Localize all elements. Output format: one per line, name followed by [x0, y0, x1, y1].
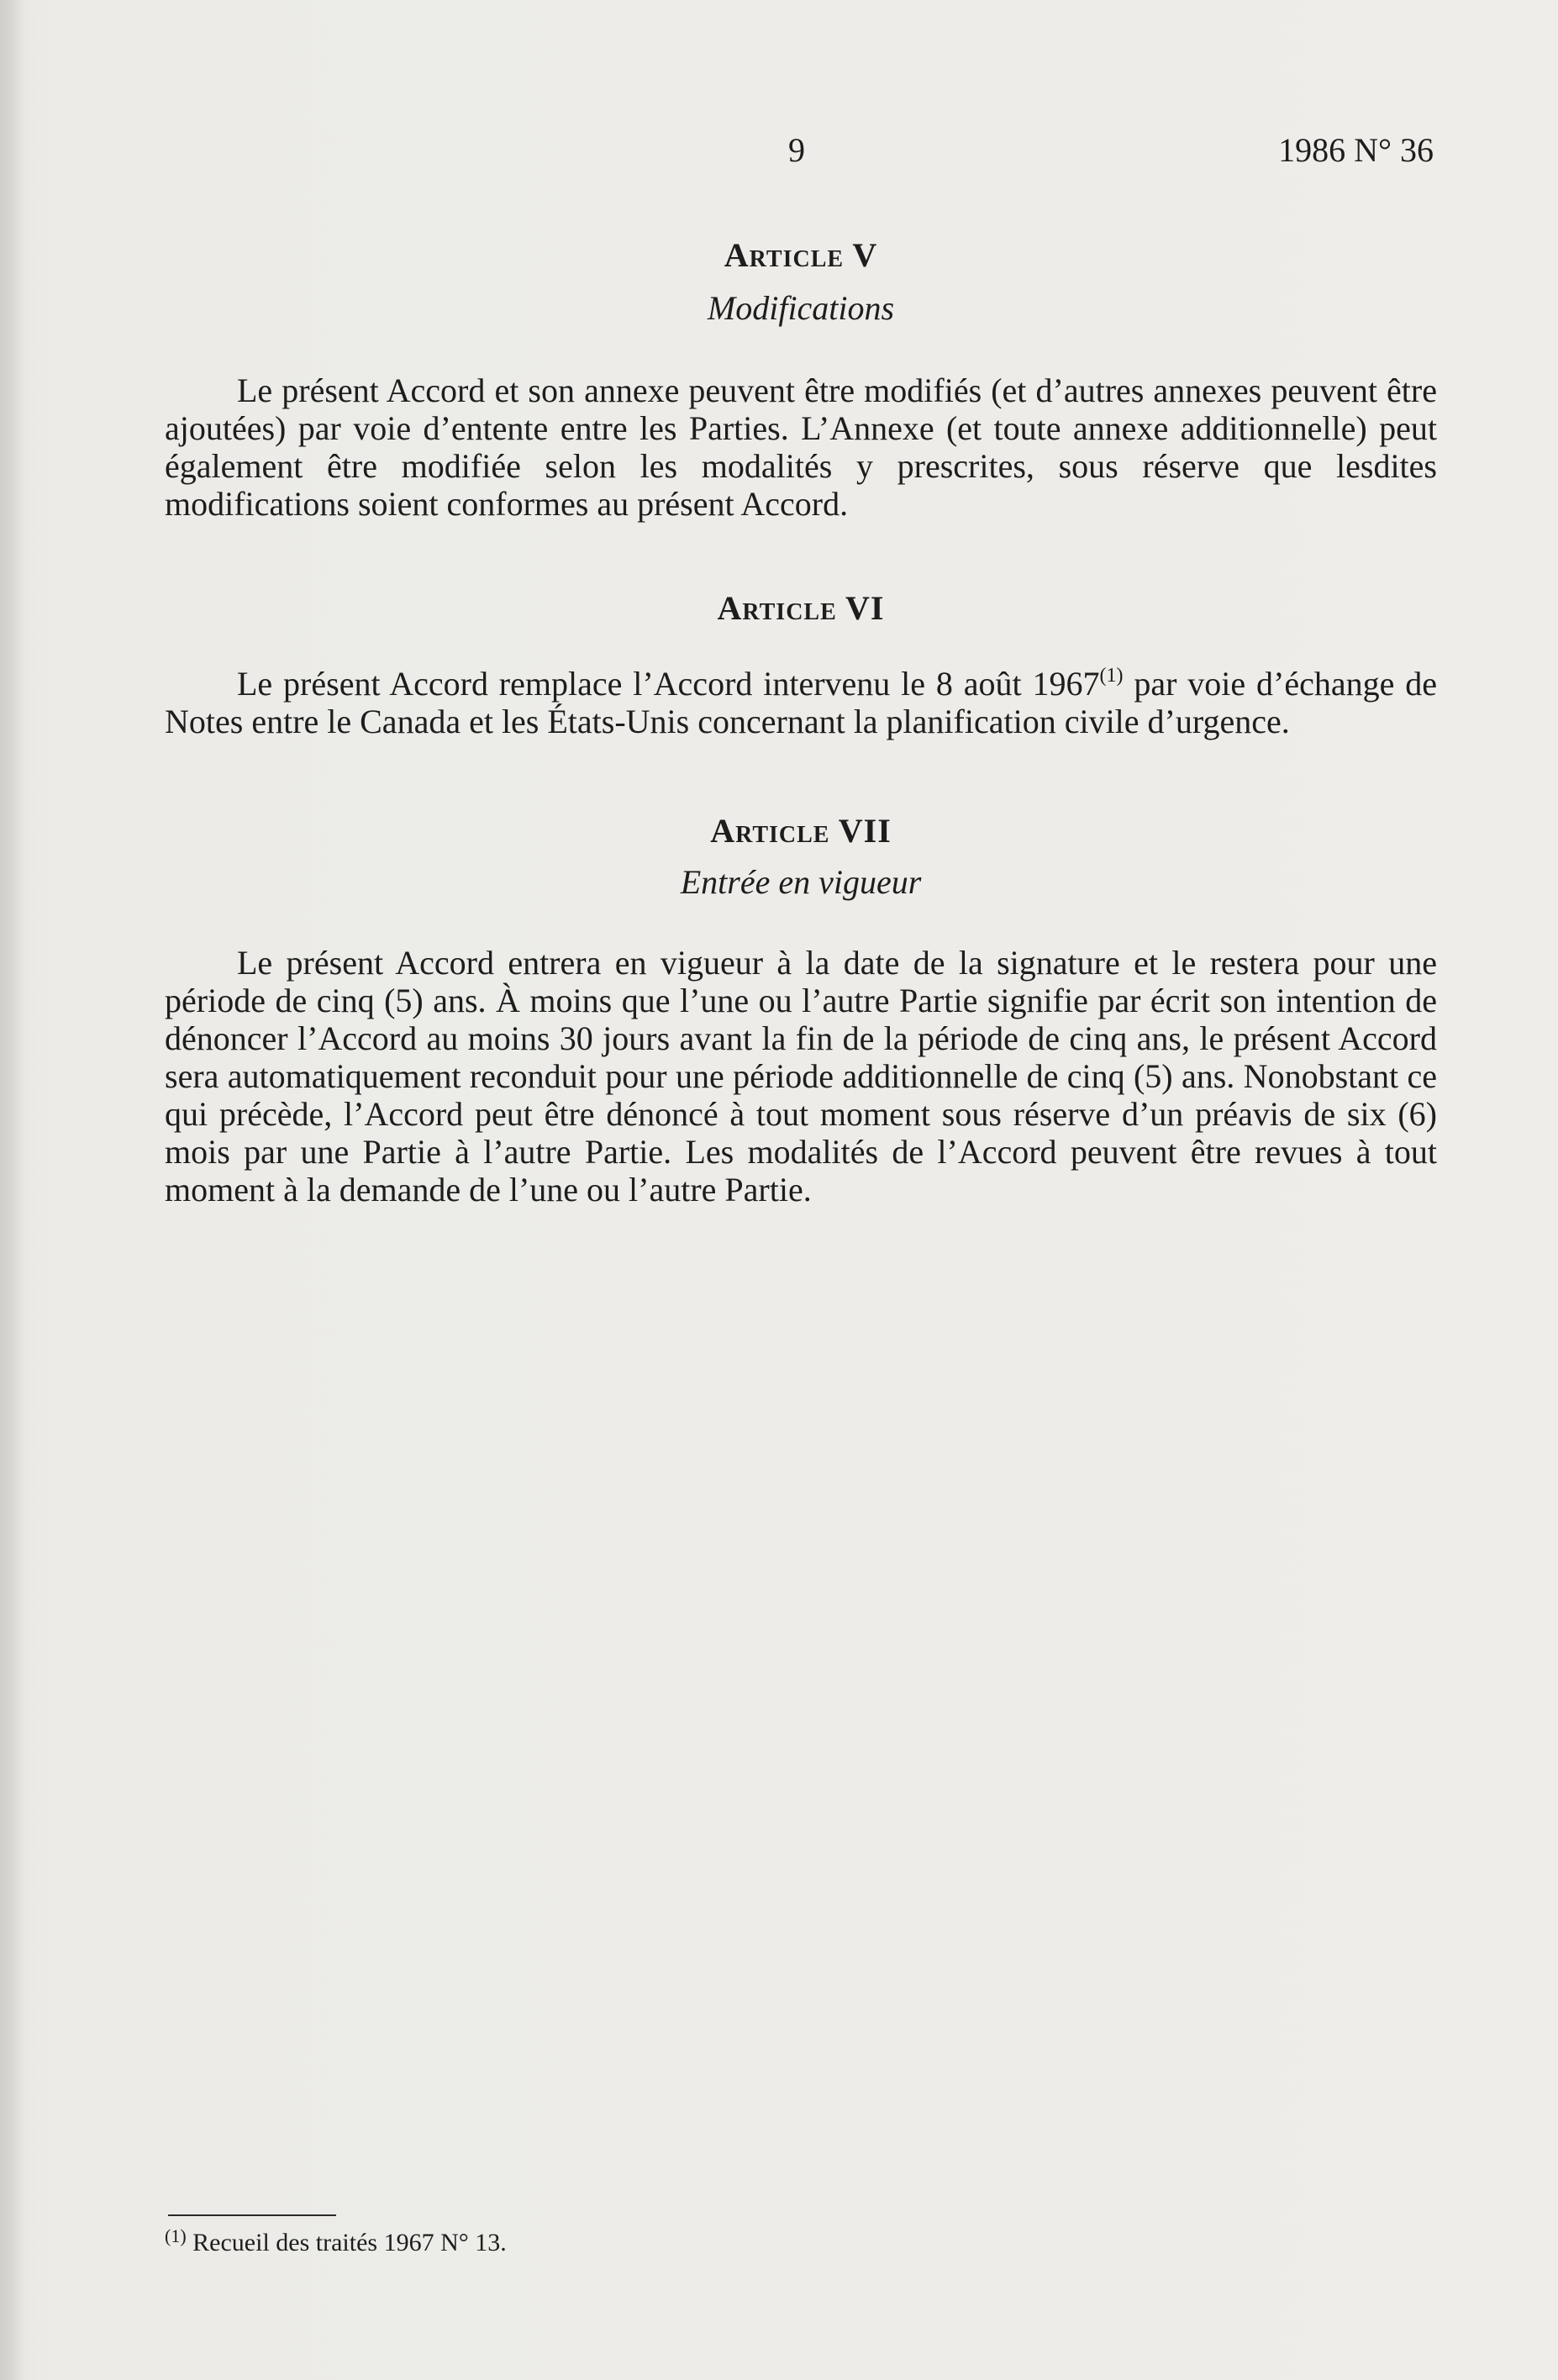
- article-5-heading: Article V: [724, 236, 878, 274]
- footnote-divider: [168, 2214, 336, 2216]
- article-6-heading: Article VI: [717, 589, 885, 627]
- footnote: [165, 2225, 507, 2257]
- article-6-paragraph: [165, 665, 1437, 740]
- page-body: [165, 227, 1437, 1208]
- article-7-heading: Article VII: [710, 812, 892, 850]
- article-7-subtitle: Entrée en vigueur: [680, 863, 922, 901]
- page-header: [0, 130, 1558, 172]
- article-5-paragraph: Le présent Accord et son annexe peuvent être modifiés (et d’autres annexes peuvent être ajoutées) par voie d’entente entre les Parties. L’Annexe (et toute annexe additionnelle) peut également être modifiée selon les modalités y prescrites, sous réserve que lesdites modifications soient conformes au présent Accord.: [165, 371, 1437, 523]
- article-6-text-start: Le présent Accord remplace l’Accord intervenu le 8 août 1967: [237, 665, 1100, 703]
- page-number: 9: [788, 131, 805, 169]
- footnote-text: Recueil des traités 1967 N° 13.: [186, 2229, 507, 2256]
- article-5-subtitle: Modifications: [707, 289, 895, 327]
- footnote-reference: (1): [1099, 665, 1124, 687]
- series-reference: 1986 N° 36: [1278, 131, 1434, 169]
- footnote-marker: (1): [165, 2225, 187, 2246]
- article-6-text-end: par voie d’échange de Notes entre le Canada et les États-Unis concernant la planification civile d’urgence.: [165, 665, 1438, 740]
- article-7-paragraph: Le présent Accord entrera en vigueur à la date de la signature et le restera pour une période de cinq (5) ans. À moins que l’une ou l’autre Partie signifie par écrit son intention de dénoncer l’Accord au moins 30 jours avant la fin de la période de cinq ans, le présent Accord sera automatiquement reconduit pour une période additionnelle de cinq (5) ans. Nonobstant ce qui précède, l’Accord peut être dénoncé à tout moment sous réserve d’un préavis de six (6) mois par une Partie à l’autre Partie. Les modalités de l’Accord peuvent être revues à tout moment à la demande de l’une ou l’autre Partie.: [165, 944, 1437, 1208]
- spine-shadow: [0, 0, 25, 2380]
